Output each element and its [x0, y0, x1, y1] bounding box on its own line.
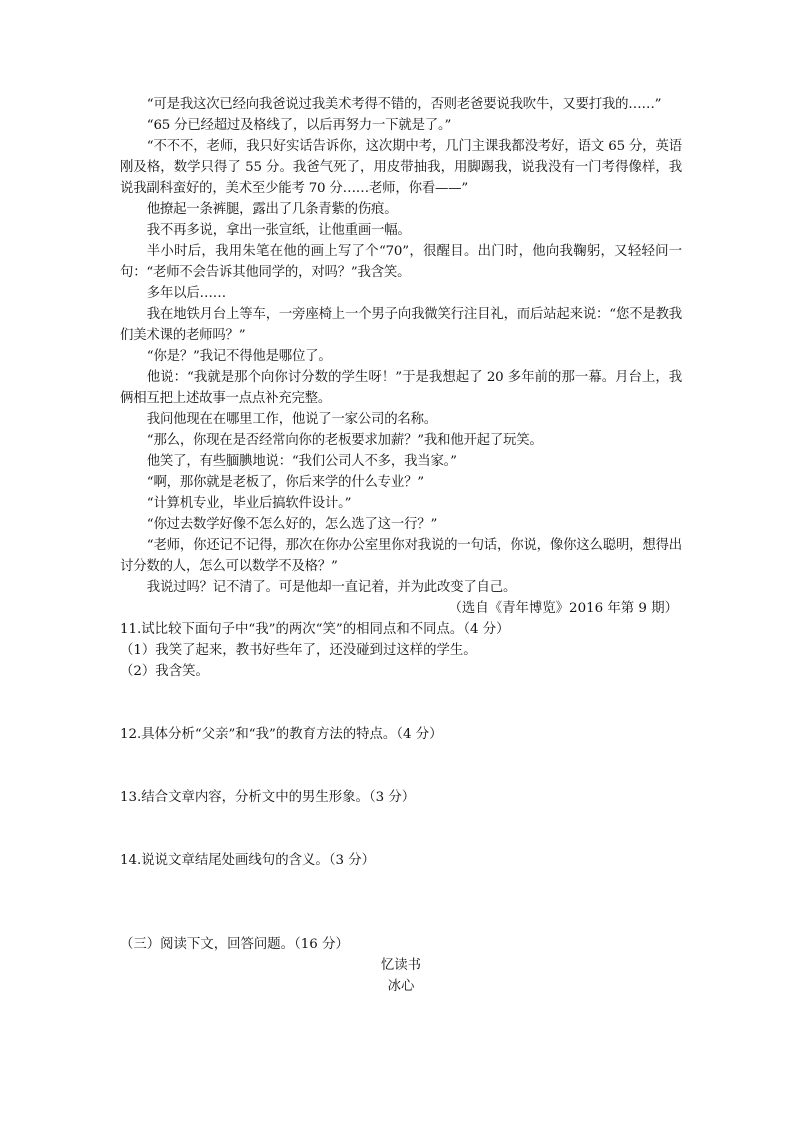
question-11-sub-2: （2）我含笑。: [120, 664, 209, 679]
passage-paragraph: 多年以后……: [146, 286, 226, 301]
question-14: 14.说说文章结尾处画线句的含义。（3 分）: [120, 853, 376, 868]
question-11-text: 11.试比较下面句子中“我”的两次“笑”的相同点和不同点。（4 分）: [120, 622, 510, 637]
answer-space: [120, 682, 682, 724]
passage-paragraph: 他说：“我就是那个向你讨分数的学生呀！”于是我想起了 20 多年前的那一幕。月台上，我俩相互把上述故事一点点补充完整。: [120, 370, 682, 406]
passage-paragraph: “计算机专业，毕业后搞软件设计。”: [146, 496, 352, 511]
answer-space: [120, 871, 682, 934]
passage-paragraph: 我说过吗？记不清了。可是他却一直记着，并为此改变了自己。: [146, 580, 517, 595]
passage-paragraph: 他笑了，有些腼腆地说：“我们公司人不多，我当家。”: [146, 454, 457, 469]
passage-paragraph: “65 分已经超过及格线了，以后再努力一下就是了。”: [146, 118, 452, 133]
passage-source: （选自《青年博览》2016 年第 9 期）: [448, 601, 678, 616]
question-12: 12.具体分析“父亲”和“我”的教育方法的特点。（4 分）: [120, 727, 443, 742]
passage-paragraph: “你过去数学好像不怎么好的，怎么选了这一行？”: [146, 517, 438, 532]
answer-space: [120, 745, 682, 787]
passage-paragraph: 他撩起一条裤腿，露出了几条青紫的伤痕。: [146, 202, 398, 217]
passage-paragraph: “那么，你现在是否经常向你的老板要求加薪？”我和他开起了玩笑。: [146, 433, 543, 448]
passage-paragraph: 我不再多说，拿出一张宣纸，让他重画一幅。: [146, 223, 411, 238]
content-column: [120, 94, 682, 997]
passage-paragraph: “老师，你还记不记得，那次在你办公室里你对我说的一句话，你说，像你这么聪明，想得出讨分数的人，怎么可以数学不及格？”: [120, 538, 682, 574]
question-11-sub-1: （1）我笑了起来，教书好些年了，还没碰到过这样的学生。: [120, 643, 477, 658]
passage-paragraph: 我问他现在在哪里工作，他说了一家公司的名称。: [146, 412, 437, 427]
passage-paragraph: “不不不，老师，我只好实话告诉你，这次期中考，几门主课我都没考好，语文 65 分，英语刚及格，数学只得了 55 分。我爸气死了，用皮带抽我，用脚踢我，说我没有一门考得像样，我说我副科蛮好的，美术至少能考 70 分……老师，你看——”: [120, 139, 682, 196]
section-3-author: 冰心: [387, 979, 415, 994]
question-13: 13.结合文章内容，分析文中的男生形象。（3 分）: [120, 790, 416, 805]
passage-paragraph: 半小时后，我用朱笔在他的画上写了个“70”，很醒目。出门时，他向我鞠躬，又轻轻问一句：“老师不会告诉其他同学的，对吗？”我含笑。: [120, 244, 682, 280]
passage-paragraph: “可是我这次已经向我爸说过我美术考得不错的，否则老爸要说我吹牛，又要打我的……”: [146, 97, 662, 112]
passage-paragraph: “你是？”我记不得他是哪位了。: [146, 349, 332, 364]
question-11: [120, 619, 682, 682]
reading-passage: [120, 94, 682, 619]
section-3-title: 忆读书: [380, 958, 422, 973]
section-3-heading: （三）阅读下文，回答问题。（16 分）: [120, 937, 349, 952]
passage-paragraph: “啊，那你就是老板了，你后来学的什么专业？”: [146, 475, 424, 490]
passage-paragraph: 我在地铁月台上等车，一旁座椅上一个男子向我微笑行注目礼，而后站起来说：“您不是教我们美术课的老师吗？”: [120, 307, 682, 343]
answer-space: [120, 808, 682, 850]
